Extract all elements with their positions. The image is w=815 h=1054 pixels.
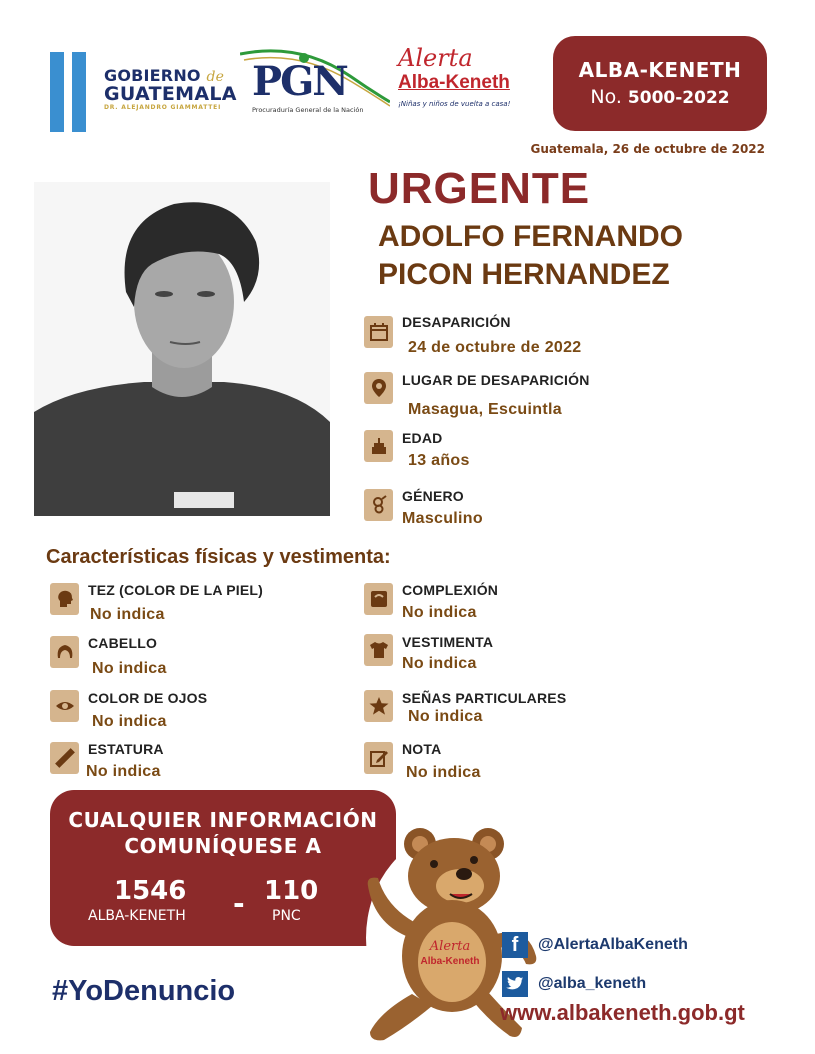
urgent-heading: URGENTE xyxy=(368,164,591,213)
facebook-handle[interactable]: @AlertaAlbaKeneth xyxy=(538,936,688,953)
bear-badge-name: Alba-Keneth xyxy=(420,956,480,967)
note-label: NOTA xyxy=(402,741,442,757)
disappearance-date-value: 24 de octubre de 2022 xyxy=(408,339,582,356)
note-edit-icon xyxy=(364,742,393,774)
distinguishing-marks-label: SEÑAS PARTICULARES xyxy=(402,690,567,706)
gender-icon xyxy=(364,489,393,521)
clothing-label: VESTIMENTA xyxy=(402,634,494,650)
location-pin-icon xyxy=(364,372,393,404)
hashtag: #YoDenuncio xyxy=(52,975,236,1007)
pnc-phone-label: PNC xyxy=(272,908,301,924)
eye-icon xyxy=(50,690,79,722)
contact-line1: CUALQUIER INFORMACIÓN xyxy=(68,808,378,832)
missing-person-photo xyxy=(34,182,330,516)
alert-number-badge xyxy=(553,36,767,131)
pgn-logo-subtitle: Procuraduría General de la Nación xyxy=(252,106,364,114)
contact-info-box xyxy=(50,790,396,946)
ruler-icon xyxy=(50,742,79,774)
gender-label: GÉNERO xyxy=(402,488,464,504)
guatemala-government-logo xyxy=(50,52,96,132)
star-icon xyxy=(364,690,393,722)
gender-value: Masculino xyxy=(402,510,483,527)
phone-separator: - xyxy=(233,887,245,920)
hair-label: CABELLO xyxy=(88,635,158,651)
age-label: EDAD xyxy=(402,430,443,446)
shirt-icon xyxy=(364,634,393,666)
note-value: No indica xyxy=(406,764,481,781)
facebook-icon[interactable]: f xyxy=(502,932,528,958)
pgn-logo-text: PGN xyxy=(252,58,347,105)
skin-tone-label: TEZ (COLOR DE LA PIEL) xyxy=(88,582,263,598)
contact-line2: COMUNÍQUESE A xyxy=(124,834,322,858)
person-name-line1: ADOLFO FERNANDO xyxy=(378,220,683,253)
gov-logo-line3: DR. ALEJANDRO GIAMMATTEI xyxy=(104,104,222,111)
eye-color-value: No indica xyxy=(92,713,167,730)
gov-logo-line1: GOBIERNO de xyxy=(104,66,225,85)
distinguishing-marks-value: No indica xyxy=(408,708,483,725)
disappearance-date-label: DESAPARICIÓN xyxy=(402,314,511,330)
issue-date: Guatemala, 26 de octubre de 2022 xyxy=(530,142,765,156)
build-value: No indica xyxy=(402,604,477,621)
age-value: 13 años xyxy=(408,452,470,469)
website-link[interactable]: www.albakeneth.gob.gt xyxy=(500,1000,745,1025)
person-name-line2: PICON HERNANDEZ xyxy=(378,258,670,291)
birthday-cake-icon xyxy=(364,430,393,462)
alba-keneth-phone-label: ALBA-KENETH xyxy=(88,908,186,924)
build-label: COMPLEXIÓN xyxy=(402,582,499,598)
height-value: No indica xyxy=(86,763,161,780)
hair-value: No indica xyxy=(92,660,167,677)
alert-badge-title: ALBA-KENETH xyxy=(578,58,742,82)
twitter-icon[interactable] xyxy=(502,971,528,997)
hair-icon xyxy=(50,636,79,668)
gov-logo-line2: GUATEMALA xyxy=(104,83,237,105)
head-profile-icon xyxy=(50,583,79,615)
characteristics-heading: Características físicas y vestimenta: xyxy=(46,546,391,568)
scale-icon xyxy=(364,583,393,615)
calendar-icon xyxy=(364,316,393,348)
alerta-logo-tagline: ¡Niñas y niños de vuelta a casa! xyxy=(398,100,511,108)
bear-badge-word: Alerta xyxy=(429,939,471,954)
alerta-logo-word: Alerta xyxy=(398,44,473,72)
skin-tone-value: No indica xyxy=(90,606,165,623)
eye-color-label: COLOR DE OJOS xyxy=(88,690,208,706)
alba-keneth-phone: 1546 xyxy=(114,876,187,906)
twitter-handle[interactable]: @alba_keneth xyxy=(538,975,647,992)
alert-badge-number: No. 5000-2022 xyxy=(590,86,730,108)
height-label: ESTATURA xyxy=(88,741,164,757)
pnc-phone: 110 xyxy=(264,876,319,906)
alerta-logo-name: Alba-Keneth xyxy=(398,72,510,93)
disappearance-place-label: LUGAR DE DESAPARICIÓN xyxy=(402,372,590,388)
clothing-value: No indica xyxy=(402,655,477,672)
disappearance-place-value: Masagua, Escuintla xyxy=(408,401,562,418)
